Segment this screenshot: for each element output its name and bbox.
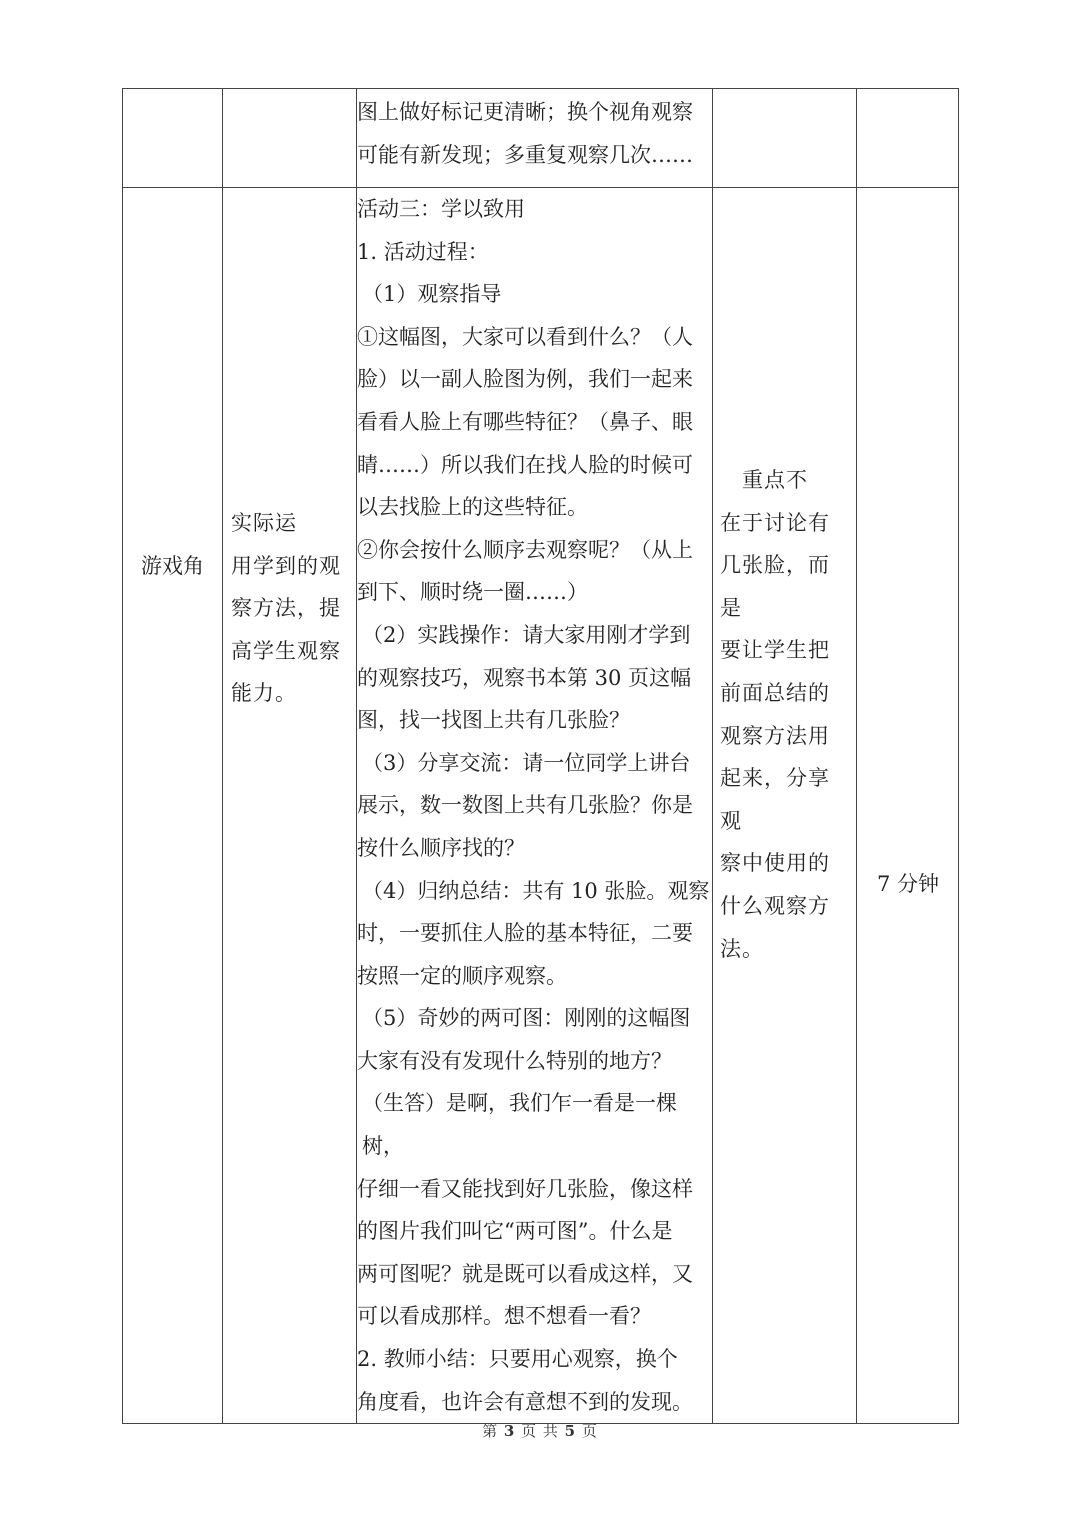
activity-title: 活动三：学以致用 — [357, 197, 525, 221]
cell-empty — [713, 89, 857, 188]
text-line: 仔细一看又能找到好几张脸，像这样 — [357, 1176, 693, 1201]
section-label: 游戏角 — [141, 554, 204, 578]
text-line: 按什么顺序找的？ — [357, 835, 525, 860]
text-line: 高学生观察 — [231, 638, 341, 663]
current-page-number: 3 — [503, 1422, 516, 1440]
text-line: 到下、顺时绕一圈……） — [357, 580, 588, 605]
text-line: 脸）以一副人脸图为例，我们一起来 — [357, 367, 693, 392]
text-line: （生答）是啊，我们乍一看是一棵树， — [362, 1091, 677, 1159]
text-line: 看看人脸上有哪些特征？（鼻子、眼 — [357, 409, 693, 434]
activity-cell — [357, 89, 713, 188]
cell-empty — [857, 89, 959, 188]
text-line: 什么观察方 — [720, 893, 830, 918]
text-line: 可以看成那样。想不想看一看？ — [357, 1304, 651, 1329]
text-line: 起来，分享观 — [720, 766, 830, 833]
text-line: （5）奇妙的两可图：刚刚的这幅图 — [362, 1006, 691, 1031]
goal-cell — [223, 188, 357, 1424]
text-line: 可能有新发现；多重复观察几次…… — [357, 142, 693, 167]
text-line: 重点不 — [720, 468, 808, 492]
text-line: （1）观察指导 — [362, 282, 502, 307]
total-pages-number: 5 — [564, 1422, 577, 1440]
text-line: 图上做好标记更清晰；换个视角观察 — [357, 100, 693, 124]
text-line: 法。 — [720, 936, 764, 961]
text-line: 观察方法用 — [720, 723, 830, 748]
time-value: 7 分钟 — [877, 872, 940, 896]
footer-mid: 页 共 — [521, 1422, 559, 1440]
text-line: 实际运 — [231, 511, 297, 535]
text-line: 在于讨论有 — [720, 510, 830, 535]
goal-text — [231, 502, 351, 715]
text-line: 时，一要抓住人脸的基本特征，二要 — [357, 921, 693, 946]
text-line: 1. 活动过程： — [357, 239, 489, 264]
footer-suffix: 页 — [581, 1422, 598, 1440]
text-line: ②你会按什么顺序去观察呢？（从上 — [357, 537, 693, 562]
text-line: 2. 教师小结：只要用心观察，换个 — [357, 1347, 678, 1372]
text-line: （2）实践操作：请大家用刚才学到 — [362, 622, 691, 647]
time-cell — [857, 188, 959, 1424]
text-line: 前面总结的 — [720, 680, 830, 705]
note-text — [720, 459, 850, 970]
text-line: 睛……）所以我们在找人脸的时候可 — [357, 452, 693, 477]
text-line: （3）分享交流：请一位同学上讲台 — [362, 750, 691, 775]
text-line: 察方法，提 — [231, 596, 341, 621]
text-line: 要让学生把 — [720, 638, 830, 663]
table-row — [123, 188, 959, 1424]
text-line: ①这幅图，大家可以看到什么？（人 — [357, 324, 693, 349]
text-line: 展示，数一数图上共有几张脸？你是 — [357, 793, 693, 818]
cell-empty — [123, 89, 223, 188]
text-line: 察中使用的 — [720, 851, 830, 876]
section-cell — [123, 188, 223, 1424]
lesson-plan-table — [122, 88, 959, 1424]
text-line: 几张脸，而是 — [720, 553, 830, 620]
cell-empty — [223, 89, 357, 188]
text-line: 用学到的观 — [231, 553, 341, 578]
text-line: 图，找一找图上共有几张脸？ — [357, 708, 630, 733]
page-footer — [0, 1420, 1080, 1441]
text-line: （4）归纳总结：共有 10 张脸。观察 — [362, 878, 710, 903]
text-line: 角度看，也许会有意想不到的发现。 — [357, 1389, 693, 1414]
text-line: 以去找脸上的这些特征。 — [357, 495, 588, 520]
text-line: 能力。 — [231, 681, 297, 706]
note-cell — [713, 188, 857, 1424]
text-line: 的图片我们叫它“两可图”。什么是 — [357, 1219, 673, 1244]
footer-prefix: 第 — [482, 1422, 499, 1440]
text-line: 按照一定的顺序观察。 — [357, 963, 567, 988]
table-row — [123, 89, 959, 188]
text-line: 大家有没有发现什么特别的地方？ — [357, 1048, 672, 1073]
text-line: 两可图呢？就是既可以看成这样，又 — [357, 1261, 693, 1286]
activity-cell — [357, 188, 713, 1424]
text-line: 的观察技巧，观察书本第 30 页这幅 — [357, 665, 692, 690]
